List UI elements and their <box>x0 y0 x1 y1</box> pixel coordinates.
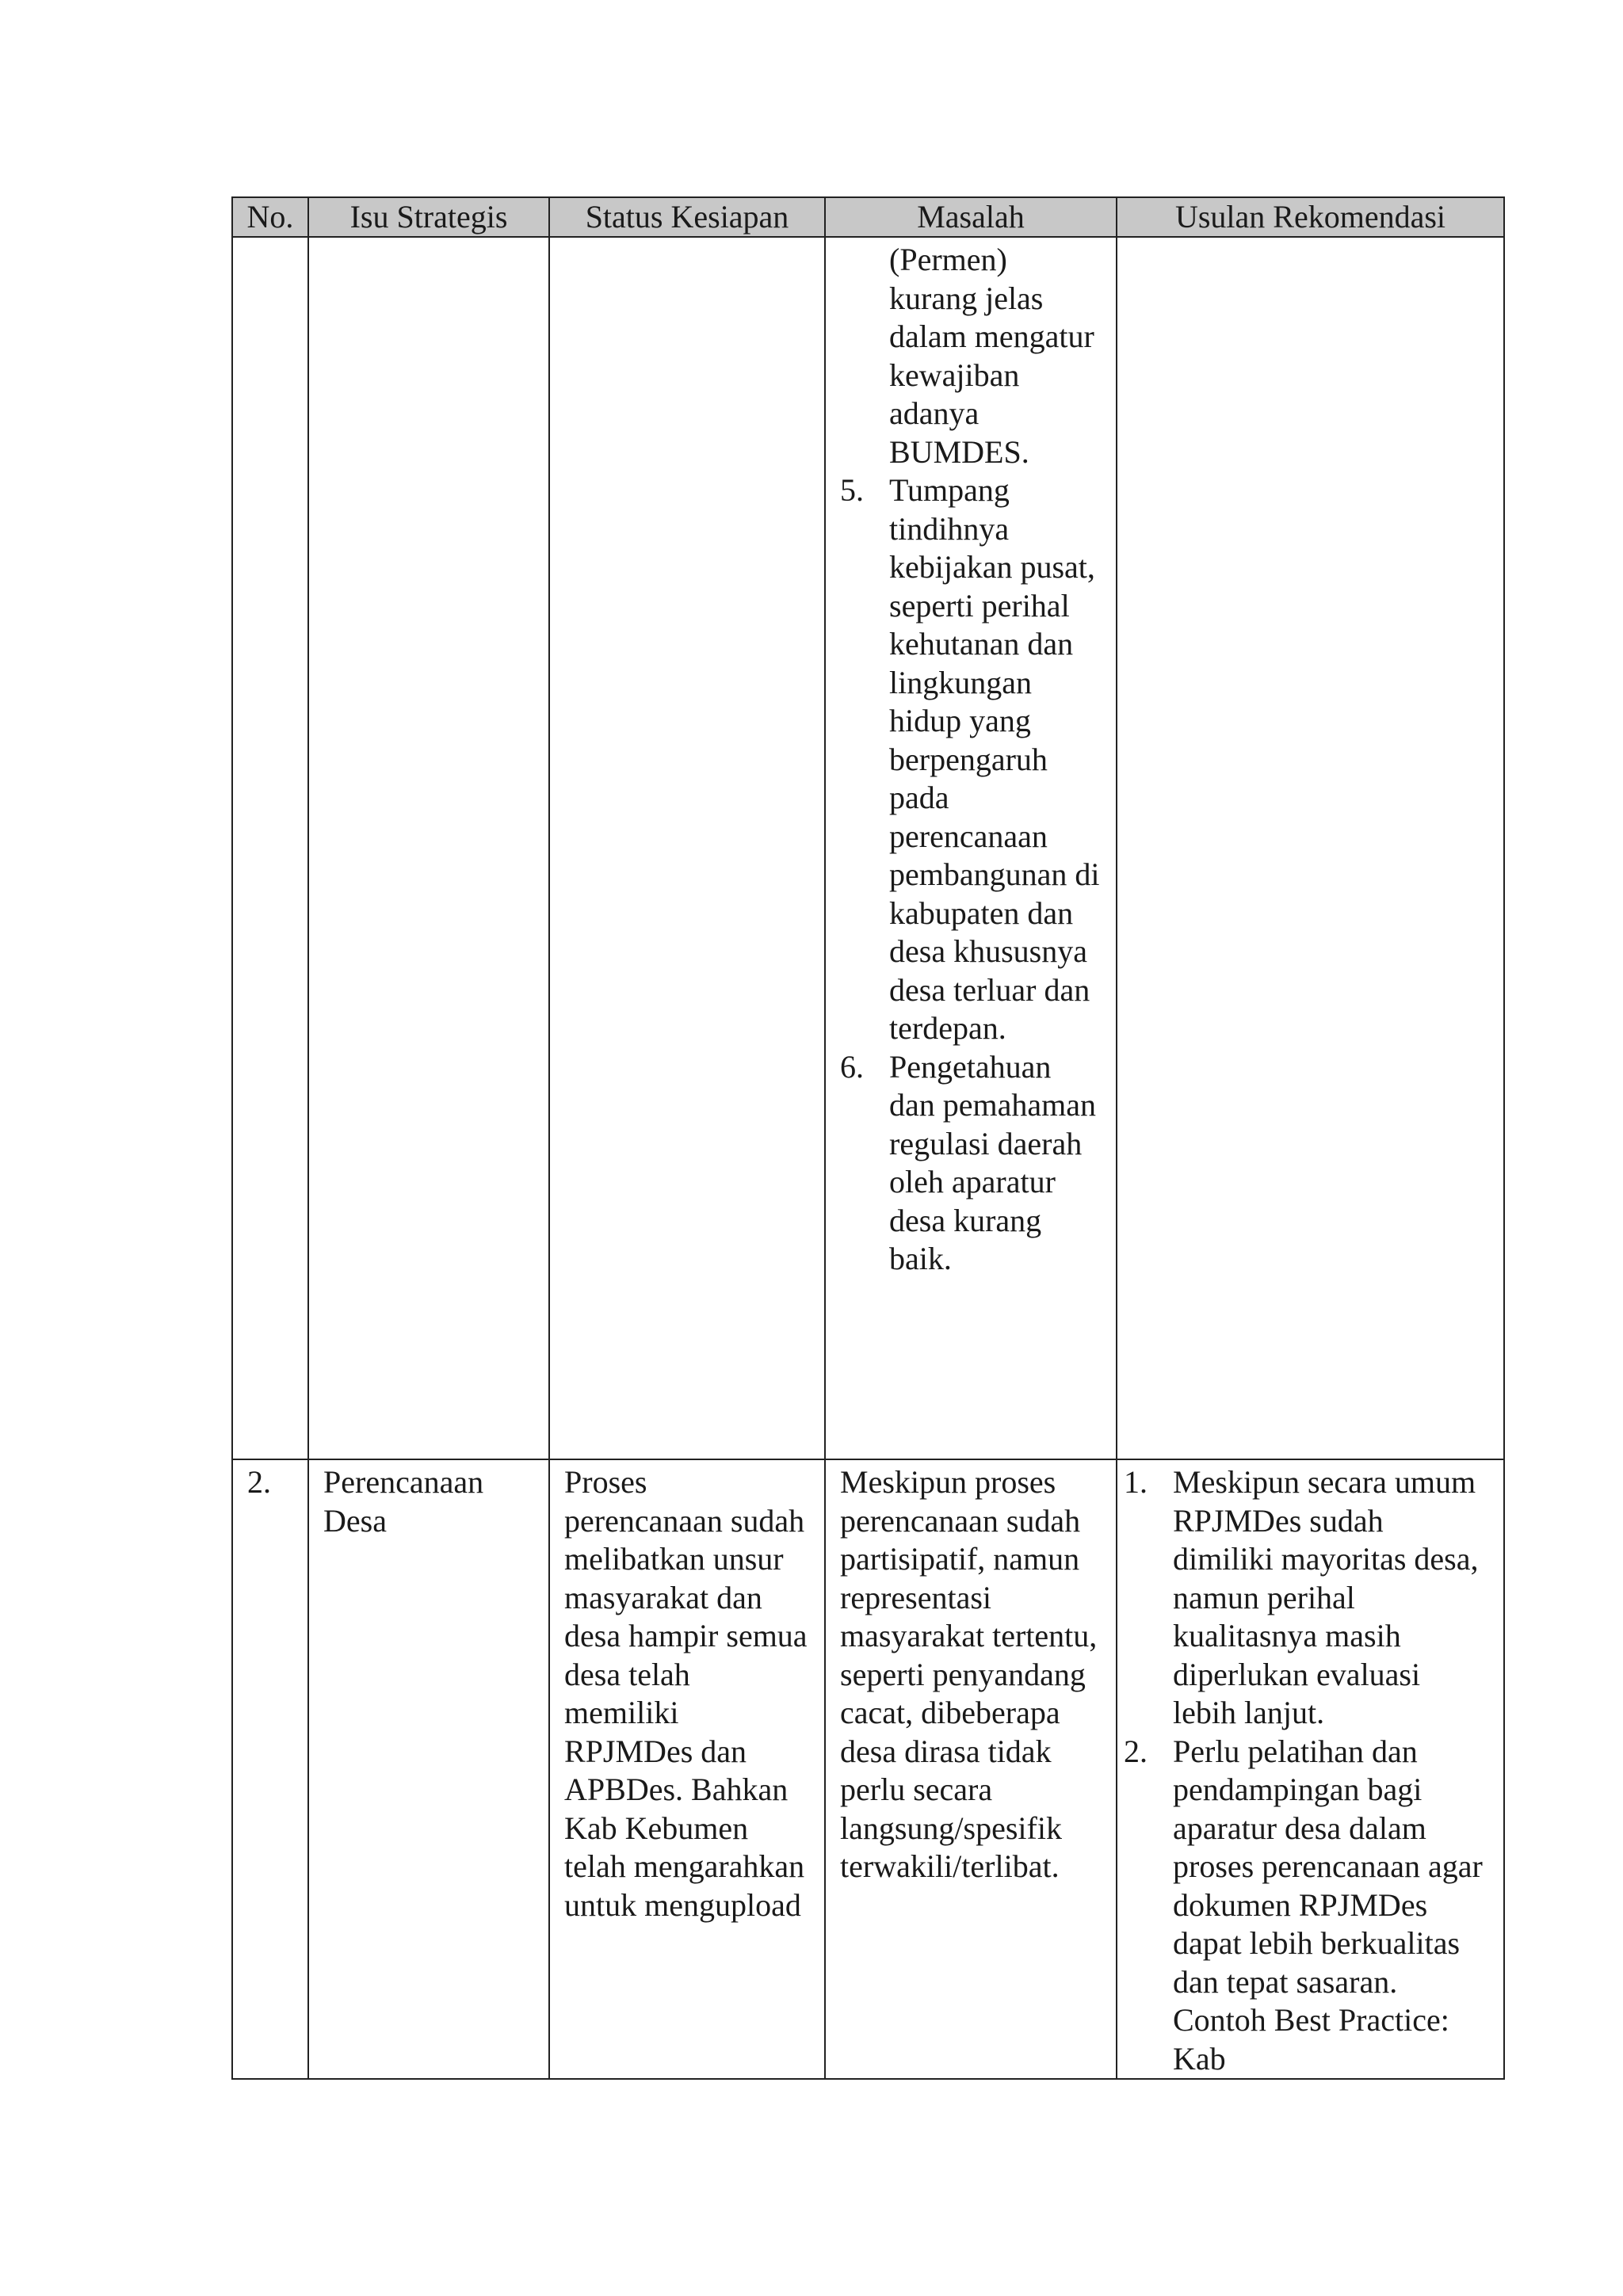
list-item <box>1124 1463 1489 1733</box>
row1-masalah-cell <box>825 237 1117 1459</box>
list-item <box>840 1048 1102 1279</box>
header-no: No. <box>232 197 308 237</box>
table-header-row <box>232 197 1504 237</box>
list-text: Meskipun secara umum RPJMDes sudah dimiliki mayoritas desa, namun perihal kualitasnya masih diperlukan evaluasi lebih lanjut. <box>1173 1464 1479 1730</box>
table-row <box>232 237 1504 1459</box>
row1-status-cell <box>549 237 825 1459</box>
header-status-kesiapan: Status Kesiapan <box>549 197 825 237</box>
header-masalah: Masalah <box>825 197 1117 237</box>
list-number: 1. <box>1124 1464 1148 1500</box>
list-item <box>1124 1733 1489 2079</box>
usulan-list <box>1124 1463 1489 2078</box>
row1-isu-cell <box>308 237 549 1459</box>
row1-usulan-cell <box>1117 237 1504 1459</box>
masalah-continuation-text: (Permen) kurang jelas dalam mengatur kewajiban adanya BUMDES. <box>889 242 1094 470</box>
list-text: Perlu pelatihan dan pendampingan bagi aparatur desa dalam proses perencanaan agar dokumen RPJMDes dapat lebih berkualitas dan tepat sasaran. Contoh Best Practice: Kab <box>1173 1733 1483 2077</box>
list-text: Pengetahuan dan pemahaman regulasi daerah oleh aparatur desa kurang baik. <box>889 1048 1096 1276</box>
recommendation-table <box>231 196 1505 2080</box>
table-row <box>232 1459 1504 2079</box>
row2-status-cell: Proses perencanaan sudah melibatkan unsur masyarakat dan desa hampir semua desa telah memiliki RPJMDes dan APBDes. Bahkan Kab Kebumen telah mengarahkan untuk mengupload <box>549 1459 825 2079</box>
row2-usulan-cell <box>1117 1459 1504 2079</box>
header-isu-strategis: Isu Strategis <box>308 197 549 237</box>
list-number: 2. <box>1124 1733 1148 1769</box>
masalah-list <box>840 471 1102 1279</box>
header-usulan-rekomendasi: Usulan Rekomendasi <box>1117 197 1504 237</box>
row2-no-cell: 2. <box>232 1459 308 2079</box>
row1-no-cell <box>232 237 308 1459</box>
row2-masalah-cell: Meskipun proses perencanaan sudah partisipatif, namun representasi masyarakat tertentu, seperti penyandang cacat, dibeberapa desa dirasa tidak perlu secara langsung/spesifik terwakili/terlibat. <box>825 1459 1117 2079</box>
list-text: Tumpang tindihnya kebijakan pusat, seperti perihal kehutanan dan lingkungan hidup yang berpengaruh pada perencanaan pembangunan di kabupaten dan desa khususnya desa terluar dan terdepan. <box>889 472 1100 1046</box>
row2-isu-cell: Perencanaan Desa <box>308 1459 549 2079</box>
list-number: 5. <box>840 472 864 508</box>
list-item <box>840 471 1102 1048</box>
list-number: 6. <box>840 1048 864 1085</box>
